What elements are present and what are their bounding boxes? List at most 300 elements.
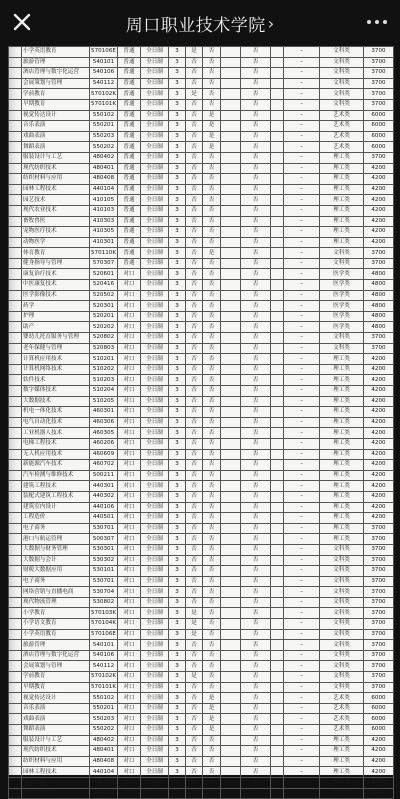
table-cell: 4200 <box>364 407 394 418</box>
table-cell: 港口与航运管理 <box>22 534 90 545</box>
table-cell: 否 <box>186 449 203 460</box>
table-cell: 否 <box>186 777 203 788</box>
table-cell: 否 <box>203 99 221 110</box>
table-cell: 否 <box>186 152 203 163</box>
table-cell: – <box>284 746 320 757</box>
table-cell: 510204 <box>90 386 118 397</box>
table-cell <box>9 619 22 630</box>
table-cell <box>9 693 22 704</box>
table-cell: 全日制 <box>141 725 169 736</box>
table-cell: 3700 <box>364 682 394 693</box>
table-cell: 是 <box>203 248 221 259</box>
table-cell: 全日制 <box>141 767 169 778</box>
table-cell: 3700 <box>364 555 394 566</box>
table-cell: 4800 <box>364 280 394 291</box>
table-cell: 3 <box>169 693 186 704</box>
table-cell: 3 <box>169 513 186 524</box>
document-image <box>8 46 393 796</box>
table-cell: 理工类 <box>320 354 364 365</box>
table-cell: 否 <box>203 661 221 672</box>
table-cell: 戏曲表演 <box>22 714 90 725</box>
table-cell: 工业机器人技术 <box>22 428 90 439</box>
table-row <box>9 544 394 555</box>
table-row <box>9 301 394 312</box>
table-cell: 3 <box>169 672 186 683</box>
close-button[interactable] <box>10 10 34 34</box>
table-cell: 对口 <box>118 534 141 545</box>
table-cell <box>221 343 241 354</box>
table-cell: – <box>284 481 320 492</box>
table-cell: – <box>284 470 320 481</box>
table-cell <box>271 428 284 439</box>
table-cell: 畜牧兽医 <box>22 216 90 227</box>
table-cell: 4200 <box>364 513 394 524</box>
table-cell: 对口 <box>118 619 141 630</box>
table-cell <box>9 417 22 428</box>
table-cell: 否 <box>203 301 221 312</box>
table-cell: 3 <box>169 587 186 598</box>
table-cell <box>9 650 22 661</box>
table-cell: 否 <box>241 693 271 704</box>
table-cell: 否 <box>186 301 203 312</box>
table-cell: 全日制 <box>141 258 169 269</box>
table-cell: 全日制 <box>141 407 169 418</box>
table-cell: 否 <box>186 110 203 121</box>
table-cell: 现代农业技术 <box>22 788 90 799</box>
table-cell: 对口 <box>118 788 141 799</box>
table-cell: 是 <box>186 47 203 58</box>
table-row <box>9 78 394 89</box>
table-cell: 电梯工程技术 <box>22 438 90 449</box>
table-cell: 3 <box>169 735 186 746</box>
table-cell: 4800 <box>364 269 394 280</box>
table-cell: 3700 <box>364 619 394 630</box>
table-cell: 否 <box>241 491 271 502</box>
table-cell: 3 <box>169 184 186 195</box>
table-cell: 否 <box>186 386 203 397</box>
table-row <box>9 587 394 598</box>
table-cell <box>221 428 241 439</box>
table-cell: 3700 <box>364 566 394 577</box>
table-cell: 否 <box>203 576 221 587</box>
table-cell <box>221 386 241 397</box>
table-cell: 否 <box>203 544 221 555</box>
table-cell: 动物医学 <box>22 237 90 248</box>
chevron-right-icon: › <box>267 13 275 33</box>
table-cell: 是 <box>203 131 221 142</box>
table-cell: 全日制 <box>141 682 169 693</box>
table-cell: 4200 <box>364 174 394 185</box>
table-cell: 大数据与财务管理 <box>22 544 90 555</box>
table-cell: 理工类 <box>320 746 364 757</box>
table-cell <box>9 608 22 619</box>
table-cell <box>9 184 22 195</box>
table-row <box>9 343 394 354</box>
table-cell: 否 <box>241 544 271 555</box>
table-cell: 否 <box>186 650 203 661</box>
table-cell: 4800 <box>364 301 394 312</box>
table-cell: 艺术类 <box>320 703 364 714</box>
table-cell: 否 <box>241 47 271 58</box>
table-cell <box>271 597 284 608</box>
table-cell: 否 <box>241 343 271 354</box>
table-cell: 全日制 <box>141 110 169 121</box>
table-cell: 普通 <box>118 142 141 153</box>
table-cell: 全日制 <box>141 597 169 608</box>
table-row <box>9 163 394 174</box>
table-cell: 否 <box>241 417 271 428</box>
table-cell: 否 <box>203 491 221 502</box>
table-cell: 570106E <box>90 629 118 640</box>
table-cell <box>221 523 241 534</box>
table-cell: 520416 <box>90 280 118 291</box>
table-row <box>9 396 394 407</box>
table-cell: 520202 <box>90 322 118 333</box>
table-cell: 普通 <box>118 68 141 79</box>
table-cell <box>9 333 22 344</box>
table-cell <box>9 163 22 174</box>
table-row <box>9 756 394 767</box>
table-cell: 3 <box>169 534 186 545</box>
table-cell: 460206 <box>90 438 118 449</box>
table-cell: 对口 <box>118 364 141 375</box>
table-cell: 文科类 <box>320 672 364 683</box>
table-cell: 6000 <box>364 703 394 714</box>
table-row <box>9 428 394 439</box>
table-cell: – <box>284 237 320 248</box>
table-cell: 理工类 <box>320 386 364 397</box>
table-cell: 否 <box>241 110 271 121</box>
table-row <box>9 57 394 68</box>
table-cell: 否 <box>241 788 271 799</box>
table-cell: 否 <box>203 269 221 280</box>
table-row <box>9 491 394 502</box>
table-cell: 540112 <box>90 78 118 89</box>
table-row <box>9 110 394 121</box>
table-cell: 3700 <box>364 78 394 89</box>
table-cell: – <box>284 184 320 195</box>
table-cell <box>271 386 284 397</box>
table-cell: 文科类 <box>320 68 364 79</box>
table-cell <box>9 502 22 513</box>
table-cell: 否 <box>241 449 271 460</box>
table-cell <box>9 205 22 216</box>
table-cell: 440301 <box>90 481 118 492</box>
table-cell: 文科类 <box>320 343 364 354</box>
table-cell: 410305 <box>90 227 118 238</box>
table-cell: 否 <box>203 788 221 799</box>
table-cell: 全日制 <box>141 364 169 375</box>
table-cell: 对口 <box>118 587 141 598</box>
table-cell: 全日制 <box>141 343 169 354</box>
table-cell: 否 <box>203 608 221 619</box>
table-cell: 对口 <box>118 682 141 693</box>
table-cell: 3700 <box>364 68 394 79</box>
table-cell: 全日制 <box>141 89 169 100</box>
table-cell: 全日制 <box>141 248 169 259</box>
table-cell: 全日制 <box>141 99 169 110</box>
table-cell <box>9 555 22 566</box>
table-cell: 510205 <box>90 396 118 407</box>
table-cell <box>271 534 284 545</box>
table-cell: 否 <box>186 470 203 481</box>
table-cell: 对口 <box>118 650 141 661</box>
table-cell <box>9 513 22 524</box>
table-cell: 4200 <box>364 417 394 428</box>
table-cell <box>271 205 284 216</box>
table-cell: 护理 <box>22 311 90 322</box>
table-cell: – <box>284 142 320 153</box>
table-cell: 戏曲表演 <box>22 131 90 142</box>
table-cell: 530302 <box>90 555 118 566</box>
table-cell: 对口 <box>118 714 141 725</box>
table-cell: 全日制 <box>141 777 169 788</box>
table-cell: 是 <box>203 693 221 704</box>
table-cell: 否 <box>186 523 203 534</box>
table-cell: 文科类 <box>320 629 364 640</box>
table-cell: 汽车检测与维修技术 <box>22 470 90 481</box>
table-cell <box>9 449 22 460</box>
table-cell: – <box>284 258 320 269</box>
table-cell: 对口 <box>118 640 141 651</box>
table-cell: 3 <box>169 523 186 534</box>
table-cell: 电子商务 <box>22 523 90 534</box>
table-cell: 3 <box>169 364 186 375</box>
table-cell: 3 <box>169 142 186 153</box>
table-cell: 普通 <box>118 195 141 206</box>
table-cell: 艺术类 <box>320 725 364 736</box>
table-cell: 全日制 <box>141 693 169 704</box>
table-cell: 理工类 <box>320 788 364 799</box>
table-cell: 否 <box>241 756 271 767</box>
table-cell <box>271 438 284 449</box>
table-cell: 530101 <box>90 566 118 577</box>
table-cell: 理工类 <box>320 184 364 195</box>
table-cell: 3 <box>169 227 186 238</box>
table-cell: 文科类 <box>320 544 364 555</box>
table-cell: 否 <box>186 163 203 174</box>
table-cell <box>271 576 284 587</box>
table-cell: 3 <box>169 788 186 799</box>
table-cell: 570103K <box>90 608 118 619</box>
table-cell <box>271 237 284 248</box>
table-cell <box>271 502 284 513</box>
table-cell: 520803 <box>90 343 118 354</box>
table-row <box>9 205 394 216</box>
table-cell: – <box>284 555 320 566</box>
table-cell: 550203 <box>90 714 118 725</box>
table-cell: 对口 <box>118 407 141 418</box>
table-cell <box>221 608 241 619</box>
table-cell: 否 <box>186 756 203 767</box>
table-cell: 对口 <box>118 756 141 767</box>
table-cell: 否 <box>203 523 221 534</box>
table-cell: 520201 <box>90 311 118 322</box>
table-cell: 4200 <box>364 460 394 471</box>
table-cell: 艺术类 <box>320 714 364 725</box>
table-cell: – <box>284 566 320 577</box>
table-cell: 否 <box>241 333 271 344</box>
table-cell: 3 <box>169 163 186 174</box>
table-cell <box>221 629 241 640</box>
table-row <box>9 777 394 788</box>
table-cell: 否 <box>186 544 203 555</box>
table-row <box>9 555 394 566</box>
table-cell: 全日制 <box>141 587 169 598</box>
table-cell: 小学英语教育 <box>22 629 90 640</box>
table-cell: 普通 <box>118 237 141 248</box>
table-cell: 否 <box>203 597 221 608</box>
table-cell: 医学类 <box>320 290 364 301</box>
table-cell: – <box>284 449 320 460</box>
table-cell: 3 <box>169 174 186 185</box>
table-cell <box>271 174 284 185</box>
table-cell: 否 <box>241 68 271 79</box>
table-cell: 否 <box>241 205 271 216</box>
table-cell: 否 <box>203 184 221 195</box>
table-cell: 否 <box>203 756 221 767</box>
table-cell: 对口 <box>118 438 141 449</box>
table-cell: 570102K <box>90 672 118 683</box>
table-row <box>9 364 394 375</box>
table-cell: 530802 <box>90 597 118 608</box>
table-cell: 理工类 <box>320 195 364 206</box>
table-cell: 3 <box>169 290 186 301</box>
table-cell: 否 <box>203 47 221 58</box>
table-cell: 否 <box>241 258 271 269</box>
table-cell <box>9 99 22 110</box>
table-cell: – <box>284 68 320 79</box>
table-cell: 文科类 <box>320 608 364 619</box>
table-cell <box>9 237 22 248</box>
table-cell: 3 <box>169 703 186 714</box>
table-cell <box>221 470 241 481</box>
table-cell: 否 <box>186 290 203 301</box>
table-cell: 对口 <box>118 481 141 492</box>
table-cell: 500307 <box>90 534 118 545</box>
table-cell: 4200 <box>364 184 394 195</box>
table-cell: 普通 <box>118 78 141 89</box>
table-cell: 3 <box>169 428 186 439</box>
table-cell <box>221 205 241 216</box>
table-cell: 全日制 <box>141 449 169 460</box>
table-cell: 410103 <box>90 205 118 216</box>
table-row <box>9 322 394 333</box>
page-title[interactable] <box>126 11 274 36</box>
table-cell: 否 <box>203 311 221 322</box>
table-row <box>9 672 394 683</box>
table-cell: 否 <box>203 68 221 79</box>
table-cell: 理工类 <box>320 375 364 386</box>
table-cell: – <box>284 290 320 301</box>
table-cell: 否 <box>241 597 271 608</box>
table-cell: 否 <box>203 438 221 449</box>
table-cell: 3 <box>169 460 186 471</box>
table-cell: 3 <box>169 78 186 89</box>
table-cell: 550202 <box>90 725 118 736</box>
table-cell: 否 <box>203 777 221 788</box>
table-cell: 否 <box>241 99 271 110</box>
table-row <box>9 280 394 291</box>
table-cell: 4200 <box>364 396 394 407</box>
table-row <box>9 523 394 534</box>
table-cell <box>221 89 241 100</box>
table-cell: 网络营销与直播电商 <box>22 587 90 598</box>
table-cell: 艺术类 <box>320 142 364 153</box>
table-cell <box>9 587 22 598</box>
table-cell: 3 <box>169 576 186 587</box>
table-cell: 电子商务 <box>22 576 90 587</box>
table-cell: 文科类 <box>320 597 364 608</box>
table-cell: 否 <box>186 481 203 492</box>
table-cell: 否 <box>241 725 271 736</box>
table-cell: 否 <box>241 195 271 206</box>
table-row <box>9 735 394 746</box>
table-cell <box>271 735 284 746</box>
table-cell: 对口 <box>118 470 141 481</box>
table-cell: 全日制 <box>141 566 169 577</box>
more-button[interactable] <box>364 13 390 31</box>
table-row <box>9 576 394 587</box>
table-cell <box>271 311 284 322</box>
table-cell: 否 <box>241 57 271 68</box>
table-cell <box>271 650 284 661</box>
table-cell: 纺织材料与应用 <box>22 174 90 185</box>
table-cell <box>271 248 284 259</box>
table-cell <box>271 121 284 132</box>
table-cell <box>9 756 22 767</box>
table-cell: 否 <box>203 566 221 577</box>
table-cell <box>221 513 241 524</box>
table-cell: 否 <box>203 174 221 185</box>
table-cell: – <box>284 121 320 132</box>
table-cell <box>9 269 22 280</box>
table-row <box>9 481 394 492</box>
table-cell: 全日制 <box>141 513 169 524</box>
title-bar <box>0 0 400 46</box>
table-cell <box>271 629 284 640</box>
table-cell: 普通 <box>118 174 141 185</box>
table-cell: 否 <box>203 407 221 418</box>
table-cell: 否 <box>186 205 203 216</box>
table-cell: – <box>284 788 320 799</box>
table-cell: – <box>284 47 320 58</box>
table-cell: 理工类 <box>320 428 364 439</box>
table-row <box>9 470 394 481</box>
table-cell: – <box>284 248 320 259</box>
table-cell <box>221 693 241 704</box>
table-cell: 570101K <box>90 682 118 693</box>
table-cell: 老年保健与管理 <box>22 343 90 354</box>
table-cell: 是 <box>203 725 221 736</box>
table-cell: 建筑室内设计 <box>22 502 90 513</box>
table-cell: 艺术类 <box>320 121 364 132</box>
table-cell: 理工类 <box>320 407 364 418</box>
table-cell: 财税大数据应用 <box>22 566 90 577</box>
table-cell <box>271 364 284 375</box>
table-cell: 全日制 <box>141 322 169 333</box>
table-cell: 540106 <box>90 68 118 79</box>
table-row <box>9 788 394 799</box>
table-cell: 是 <box>186 89 203 100</box>
table-cell <box>9 682 22 693</box>
table-cell: 艺术类 <box>320 110 364 121</box>
table-cell: 否 <box>186 269 203 280</box>
table-cell <box>9 396 22 407</box>
table-cell: 文科类 <box>320 587 364 598</box>
table-cell: 理工类 <box>320 438 364 449</box>
table-cell: 否 <box>241 767 271 778</box>
